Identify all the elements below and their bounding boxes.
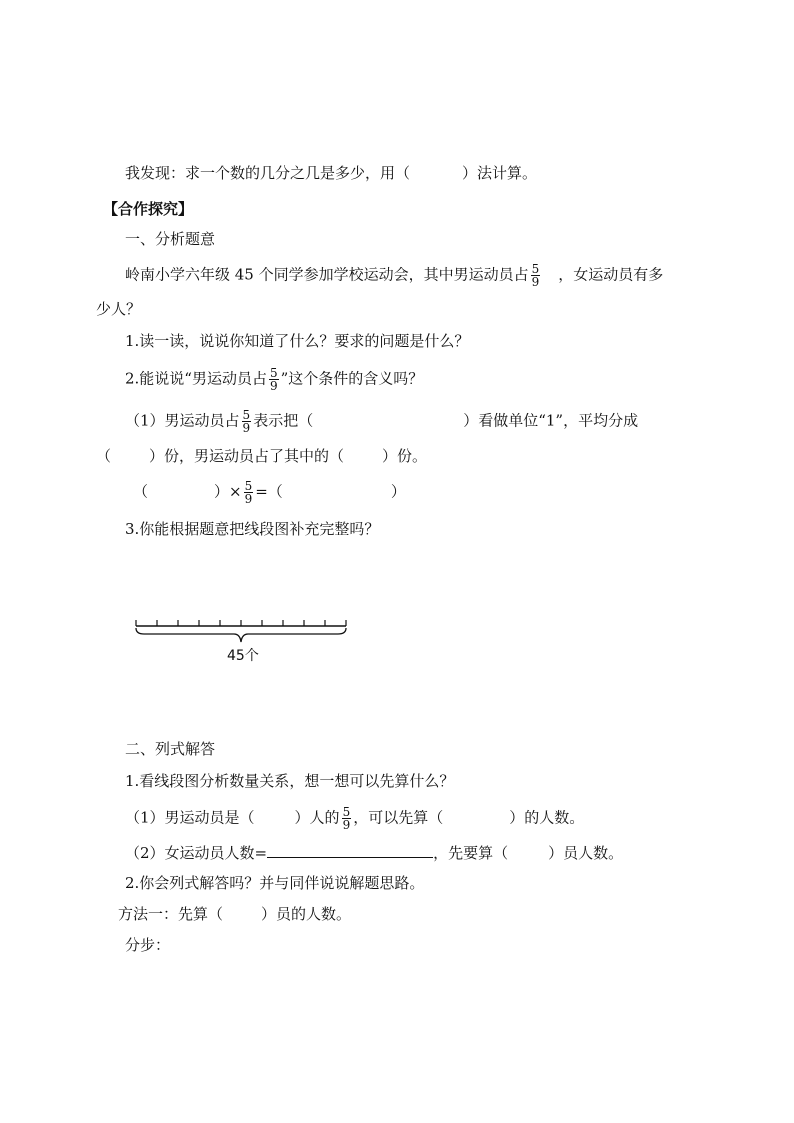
fraction-numerator: 5 [342,805,351,819]
bracket-open: （ [133,482,149,501]
problem-line-1 [125,263,663,288]
sub-question-1-text-mid: ）份，男运动员占了其中的（ [149,447,345,465]
fraction-numerator: 5 [269,366,278,380]
question-1: 1.读一读，说说你知道了什么？要求的问题是什么？ [125,332,470,350]
sub-question-3-text-end: ）员人数。 [548,844,624,862]
question-4: 1.看线段图分析数量关系，想一想可以先算什么？ [125,772,455,790]
fraction-numerator: 5 [242,408,251,422]
sub-question-2-text: （1）男运动员是（ [125,808,255,827]
sub-question-2-text-cont: ，可以先算（ [353,808,444,827]
part-two-title: 二、列式解答 [125,740,216,758]
diagram-total-label: 45个 [227,648,259,664]
sub-question-3-text-mid: ，先要算（ [433,844,509,862]
equals-sign: =（ [255,482,283,501]
sub-question-2-text-mid: ）人的 [294,808,340,827]
question-3: 3.你能根据题意把线段图补充完整吗？ [125,520,380,538]
steps-label: 分步： [125,936,171,954]
brace [136,628,346,642]
question-2-text: 2.能说说“男运动员占 [125,369,267,388]
sub-question-2-text-end: ）的人数。 [509,808,585,827]
sub-question-1-line-2 [96,446,427,466]
expression-line [133,480,406,505]
answer-underline[interactable] [267,841,433,858]
fraction-denominator: 9 [342,818,351,832]
segment-ticks [136,620,346,626]
section-heading-cooperate: 【合作探究】 [103,200,194,218]
fraction-denominator: 9 [531,275,540,289]
sub-question-2 [125,806,584,831]
fraction-denominator: 9 [242,421,251,435]
problem-line-2: 少人？ [96,300,142,318]
sub-question-1-text-end: ）份。 [382,447,428,465]
fraction-five-ninths [244,480,254,505]
question-2-text-cont: ”这个条件的含义吗？ [280,369,424,388]
discovery-line [125,163,537,183]
fraction-numerator: 5 [531,262,540,276]
multiply-sign: ）× [214,482,242,501]
sub-question-1-text: （1）男运动员占 [125,411,240,430]
fraction-denominator: 9 [269,379,278,393]
problem-text: 岭南小学六年级 45 个同学参加学校运动会，其中男运动员占 [125,265,529,284]
method-one [118,904,351,924]
fraction-five-ninths [342,806,352,831]
sub-question-1-text-end: ）看做单位“1”，平均分成 [463,411,639,430]
fraction-denominator: 9 [244,492,253,506]
fraction-numerator: 5 [244,479,253,493]
bracket-open: （ [96,447,112,465]
method-one-text-end: ）员的人数。 [261,905,352,923]
discovery-text-start: 我发现：求一个数的几分之几是多少，用（ [125,164,411,182]
discovery-text-end: ）法计算。 [462,164,538,182]
fraction-five-ninths [531,263,541,288]
fraction-five-ninths [242,409,252,434]
sub-question-1-text-cont: 表示把（ [253,411,314,430]
method-one-text: 方法一：先算（ [118,905,224,923]
bracket-close: ） [390,482,406,501]
part-one-title: 一、分析题意 [125,230,216,248]
sub-question-1-line-1 [125,409,638,434]
question-5: 2.你会列式解答吗？并与同伴说说解题思路。 [125,874,425,892]
sub-question-3-text: （2）女运动员人数= [125,844,268,862]
problem-text-cont: ，女运动员有多 [558,265,664,284]
question-2 [125,367,423,392]
fraction-five-ninths [269,367,279,392]
sub-question-3 [125,841,623,863]
